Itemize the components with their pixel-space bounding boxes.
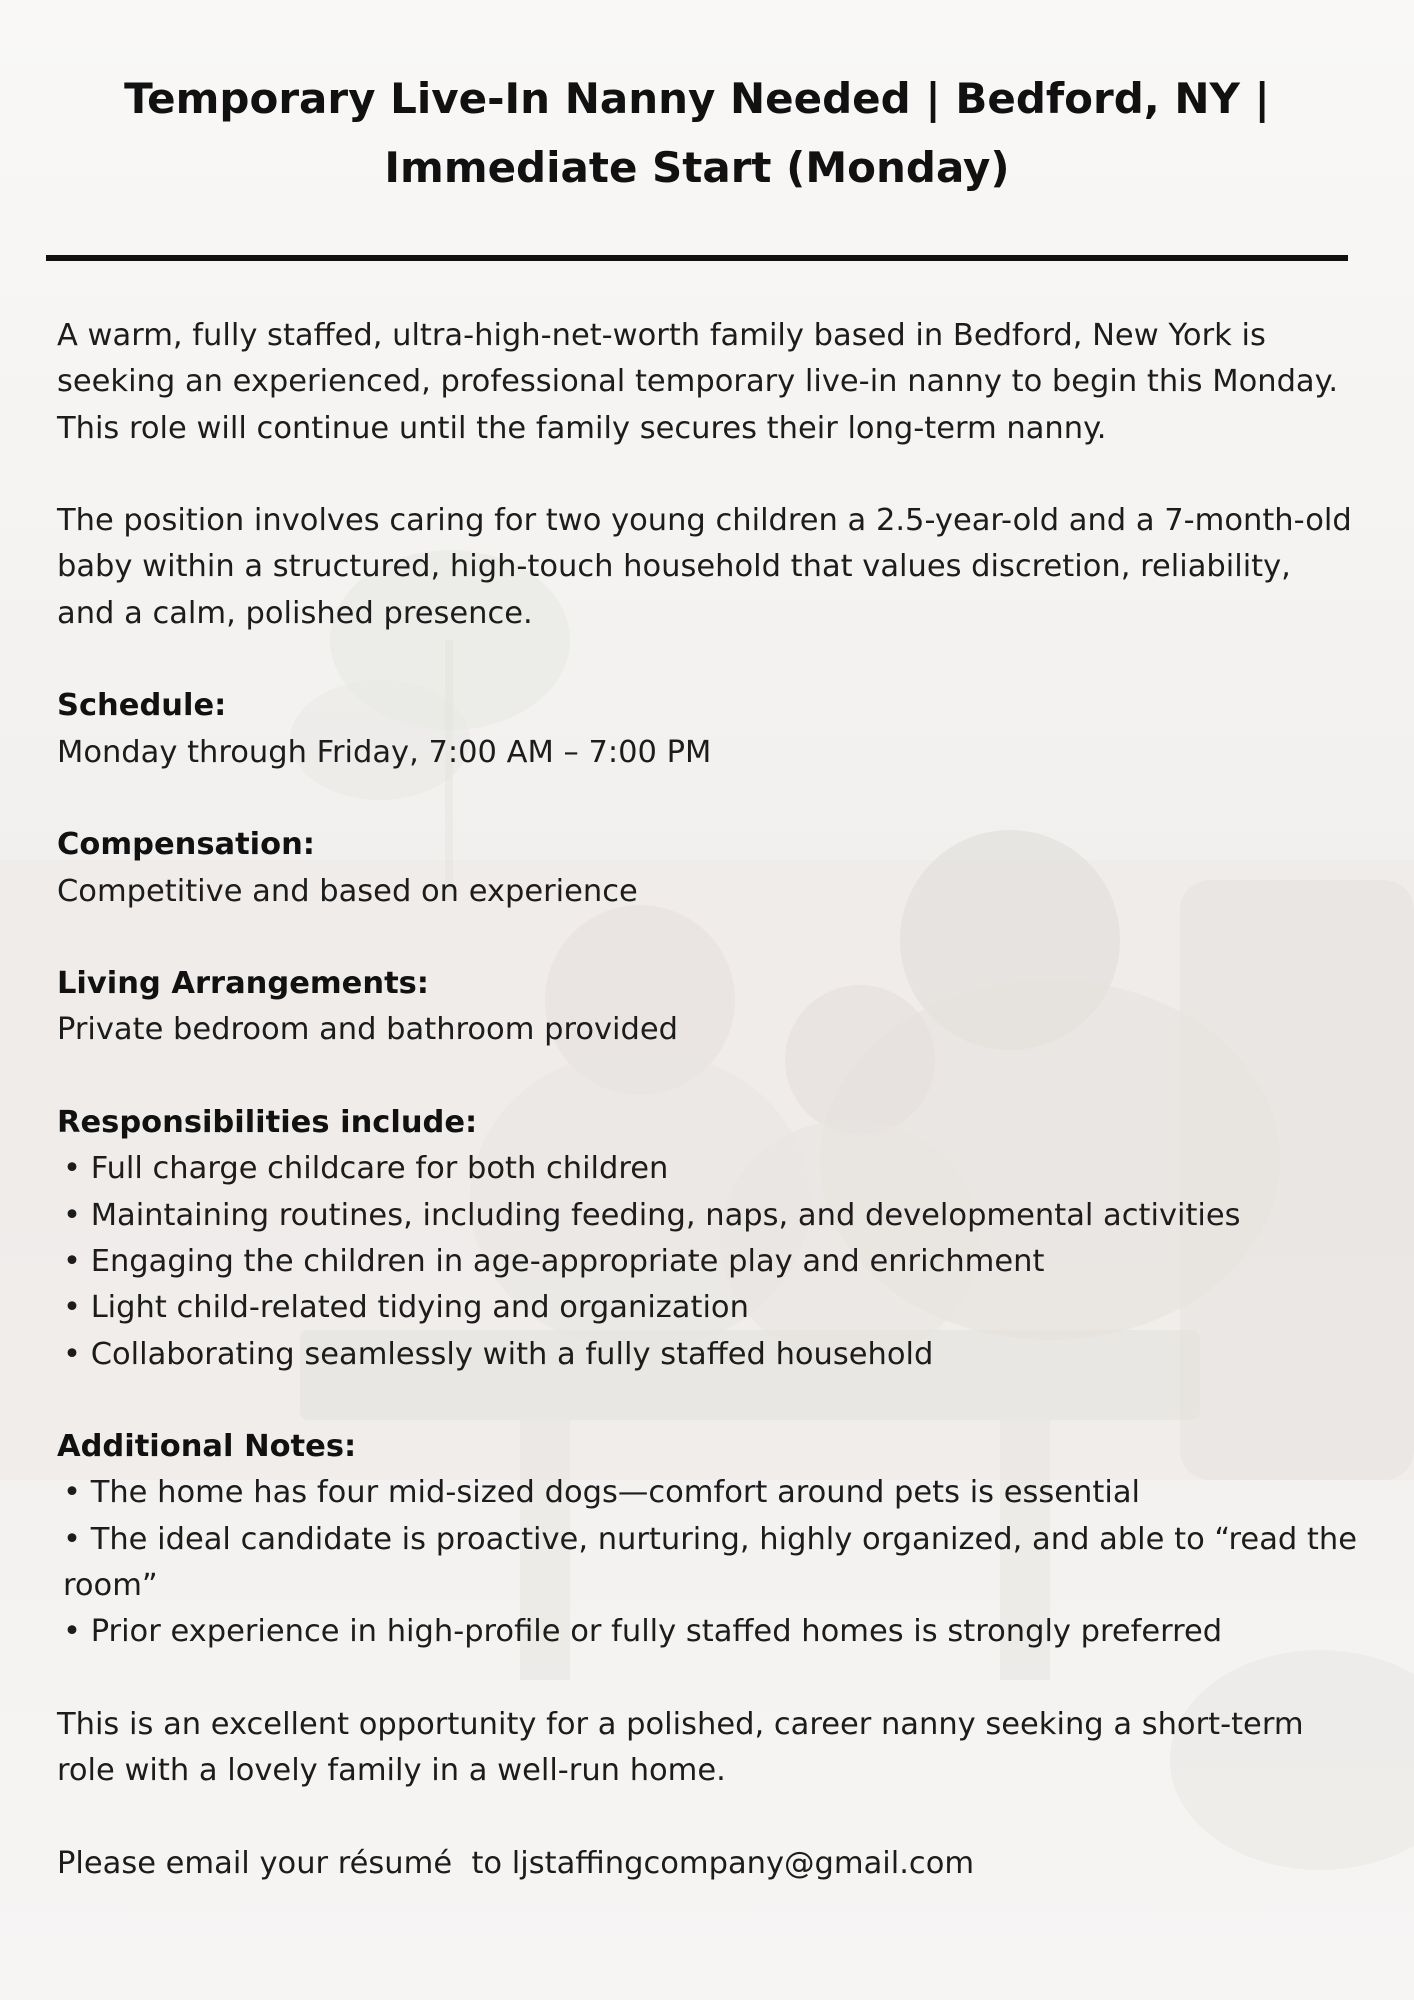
list-item: • The home has four mid-sized dogs—comfort around pets is essential (57, 1470, 1357, 1516)
list-item: • Maintaining routines, including feeding, naps, and developmental activities (57, 1193, 1357, 1239)
title-line-2: Immediate Start (Monday) (384, 143, 1010, 192)
additional-notes-label: Additional Notes: (57, 1429, 357, 1465)
compensation-value: Competitive and based on experience (57, 873, 638, 909)
closing-paragraph: This is an excellent opportunity for a polished, career nanny seeking a short-term role with a lovely family in a well-run home. (57, 1706, 1304, 1789)
responsibilities-list (57, 1146, 1357, 1377)
contact-prefix: Please email your résumé to (57, 1845, 512, 1881)
schedule-value: Monday through Friday, 7:00 AM – 7:00 PM (57, 734, 712, 770)
page-title (60, 64, 1334, 202)
list-item: • The ideal candidate is proactive, nurturing, highly organized, and able to “read the room” (57, 1517, 1357, 1610)
responsibilities-label: Responsibilities include: (57, 1105, 478, 1141)
intro-paragraph-1: A warm, fully staffed, ultra-high-net-worth family based in Bedford, New York is seeking an experienced, professional temporary live-in nanny to begin this Monday. This role will continue until the family secures their long-term nanny. (57, 318, 1339, 446)
posting-body (57, 313, 1357, 1887)
living-arrangements-value: Private bedroom and bathroom provided (57, 1012, 679, 1048)
contact-email[interactable]: ljstaffingcompany@gmail.com (511, 1845, 975, 1881)
title-line-1: Temporary Live-In Nanny Needed | Bedford, NY | (124, 74, 1270, 123)
list-item: • Engaging the children in age-appropriate play and enrichment (57, 1239, 1357, 1285)
contact-line (57, 1841, 1357, 1887)
list-item: • Light child-related tidying and organization (57, 1285, 1357, 1331)
living-arrangements-label: Living Arrangements: (57, 966, 430, 1002)
compensation-label: Compensation: (57, 827, 315, 863)
intro-paragraph-2: The position involves caring for two young children a 2.5-year-old and a 7-month-old baby within a structured, high-touch household that values discretion, reliability, and a calm, polished presence. (57, 503, 1352, 631)
additional-notes-list (57, 1470, 1357, 1655)
list-item: • Prior experience in high-profile or fully staffed homes is strongly preferred (57, 1609, 1357, 1655)
list-item: • Collaborating seamlessly with a fully staffed household (57, 1332, 1357, 1378)
list-item: • Full charge childcare for both children (57, 1146, 1357, 1192)
schedule-label: Schedule: (57, 688, 227, 724)
title-divider (46, 255, 1348, 261)
